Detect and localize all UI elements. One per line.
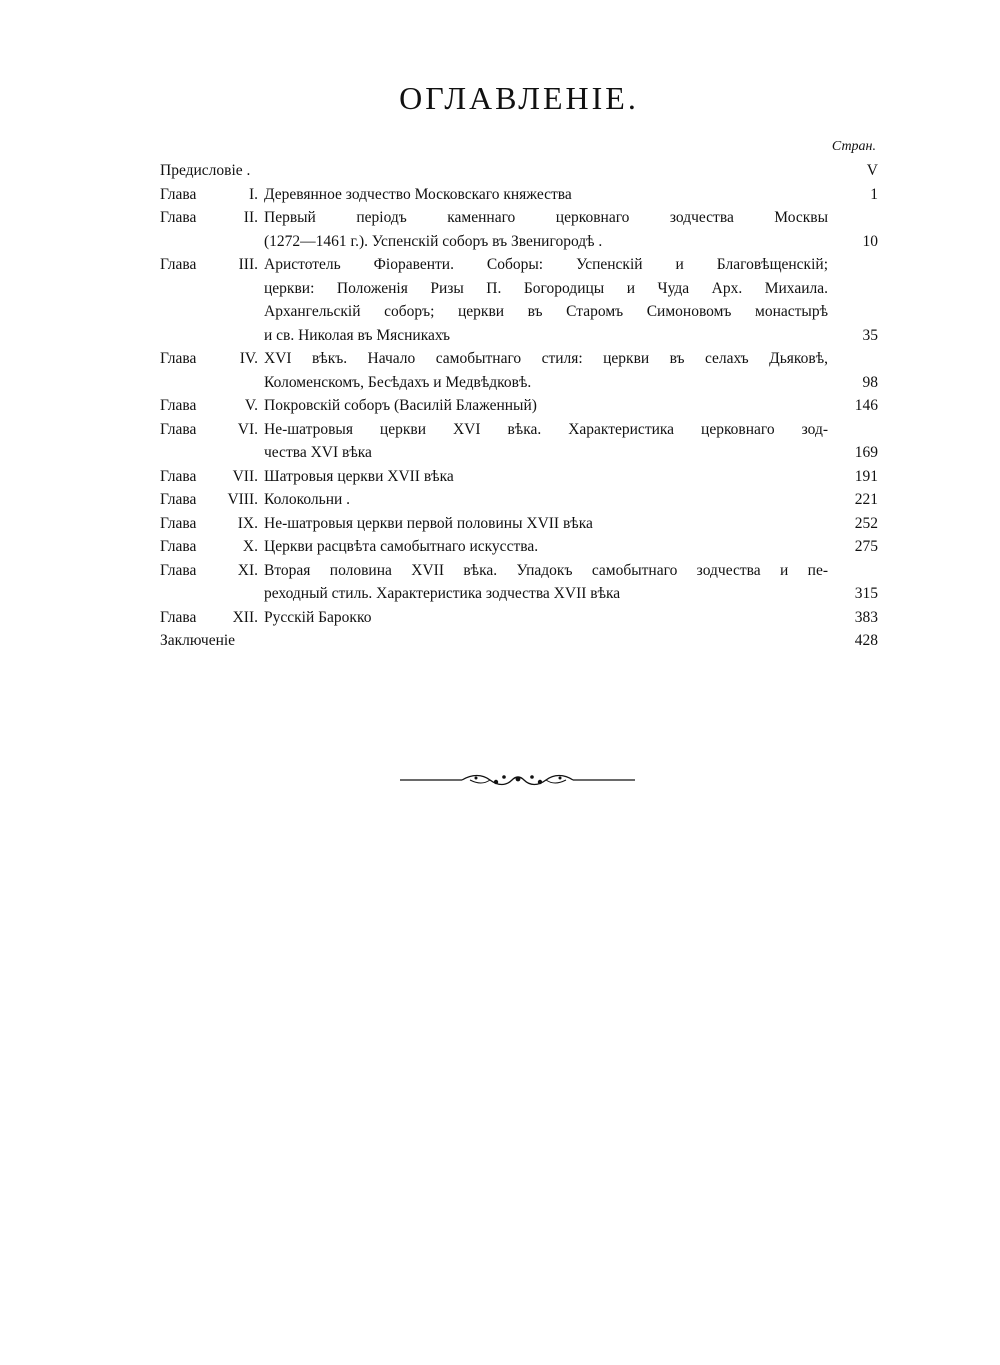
page-number: 1 [870,185,878,203]
chapter-prefix: Глава [160,185,197,203]
chapter-title-line: и св. Николая въ Мясникахъ [264,326,451,344]
page-number: 221 [854,491,878,508]
chapter-title-line: XVI вѣкъ. Начало самобытнаго стиля: церкви въ селахъ Дьяковѣ, [264,350,828,367]
chapter-prefix: Глава [160,350,197,367]
chapter-title [264,206,828,253]
toc-list [160,159,878,653]
toc-entry [160,183,878,207]
toc-entry [160,512,878,536]
toc-entry [160,418,878,465]
chapter-number: II. [243,209,258,226]
chapter-number: XI. [237,561,258,579]
chapter-title [264,253,828,347]
chapter-title-line: Первый періодъ каменнаго церковнаго зодчества Москвы [264,209,828,226]
chapter-title-line: церкви: Положенія Ризы П. Богородицы и Чуда Арх. Михаила. [264,279,828,297]
toc-entry [160,159,878,183]
chapter-number: VIII. [227,491,258,508]
chapter-prefix: Глава [160,561,197,579]
chapter-title-line: Русскій Барокко [264,608,372,626]
chapter-title-line: Архангельскій соборъ; церкви въ Старомъ Симоновомъ монастырѣ [264,303,828,320]
chapter-title [264,418,828,465]
toc-entry [160,206,878,253]
chapter-title-line: Не-шатровыя церкви первой половины XVII вѣка [264,514,593,532]
chapter-prefix: Глава [160,209,197,226]
chapter-title [264,465,828,489]
chapter-title-line: Шатровыя церкви XVII вѣка [264,467,454,485]
page-number: V [866,162,878,179]
chapter-title-line: чества XVI вѣка [264,444,372,461]
toc-entry [160,253,878,347]
toc-page [160,80,878,653]
chapter-title [264,559,828,606]
chapter-title-line: Не-шатровыя церкви XVI вѣка. Характеристика церковнаго зод- [264,420,828,438]
chapter-title [264,183,828,207]
chapter-number: I. [248,185,258,203]
chapter-number: VII. [232,467,258,485]
toc-entry [160,606,878,630]
chapter-number: III. [238,256,258,273]
chapter-title-line: Аристотель Фіоравенти. Соборы: Успенскій и Благовѣщенскій; [264,256,828,273]
chapter-number: X. [242,538,258,555]
toc-entry [160,394,878,418]
toc-entry [160,629,878,653]
toc-entry [160,347,878,394]
page-number: 383 [854,608,878,626]
page-number: 428 [854,632,878,649]
chapter-title [264,512,828,536]
chapter-prefix: Глава [160,397,197,414]
chapter-title-line: Церкви расцвѣта самобытнаго искусства. [264,538,539,555]
toc-entry [160,559,878,606]
page-number: 275 [854,538,878,555]
toc-entry [160,535,878,559]
page-number: 146 [854,397,878,414]
page-number: 315 [854,585,878,602]
chapter-prefix: Глава [160,467,197,485]
page-number: 252 [854,514,878,532]
chapter-number: VI. [237,420,258,438]
chapter-title-line: Заключеніе [160,632,236,649]
toc-entry [160,465,878,489]
chapter-title-line: Колокольни . [264,491,351,508]
chapter-title [264,488,828,512]
page-number: 191 [854,467,878,485]
chapter-title-line: Покровскій соборъ (Василій Блаженный) [264,397,537,414]
chapter-number: IX. [237,514,258,532]
chapter-prefix: Глава [160,514,197,532]
chapter-title [264,535,828,559]
chapter-prefix: Глава [160,538,197,555]
chapter-prefix: Глава [160,256,197,273]
chapter-prefix: Глава [160,491,197,508]
chapter-title-line: реходный стиль. Характеристика зодчества XVII вѣка [264,585,621,602]
chapter-title [264,347,828,394]
chapter-number: IV. [239,350,258,367]
toc-entry [160,488,878,512]
page-title: ОГЛАВЛЕНІЕ. [399,80,639,116]
pages-column-header: Стран. [831,139,876,154]
chapter-title-line: Предисловіе . [160,162,251,179]
chapter-title [160,159,828,183]
chapter-number: XII. [232,608,258,626]
page-number: 169 [854,444,878,461]
chapter-title [264,606,828,630]
chapter-title [264,394,828,418]
chapter-prefix: Глава [160,608,197,626]
chapter-title-line: Коломенскомъ, Бесѣдахъ и Медвѣдковѣ. [264,373,532,391]
chapter-title-line: Вторая половина XVII вѣка. Упадокъ самобытнаго зодчества и пе- [264,561,828,579]
ornament-divider [400,770,635,790]
page-number: 35 [862,326,878,344]
page-number: 10 [862,232,878,250]
chapter-prefix: Глава [160,420,197,438]
chapter-number: V. [244,397,258,414]
chapter-title-line: (1272—1461 г.). Успенскій соборъ въ Звенигородѣ . [264,232,603,250]
page-number: 98 [862,373,878,391]
chapter-title-line: Деревянное зодчество Московскаго княжества [264,185,572,203]
chapter-title [160,629,828,653]
